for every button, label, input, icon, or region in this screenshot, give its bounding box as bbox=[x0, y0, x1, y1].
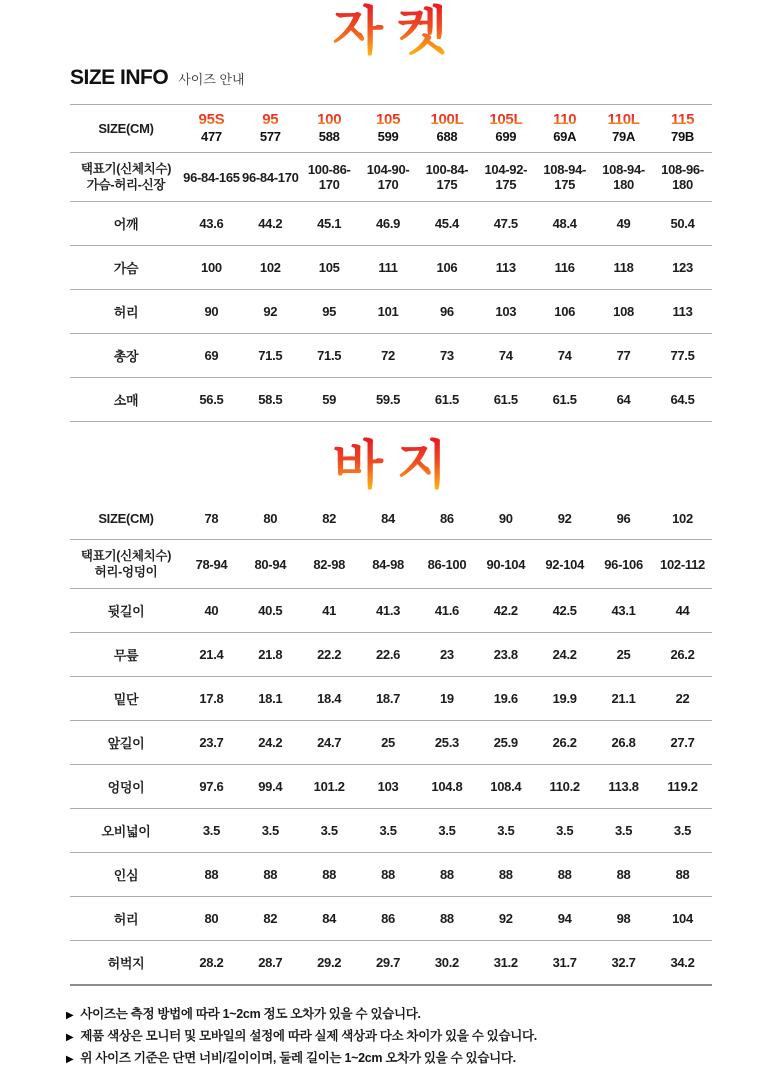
measurement-value: 47.5 bbox=[476, 202, 535, 246]
measurement-row bbox=[70, 334, 712, 378]
size-cm-label: SIZE(CM) bbox=[70, 105, 182, 153]
measurement-value: 46.9 bbox=[359, 202, 418, 246]
tag-spec-row bbox=[70, 540, 712, 589]
spec-value: 82-98 bbox=[300, 540, 359, 589]
spec-value: 92-104 bbox=[535, 540, 594, 589]
measurement-value: 88 bbox=[535, 853, 594, 897]
measurement-value: 90 bbox=[182, 290, 241, 334]
measurement-value: 72 bbox=[359, 334, 418, 378]
size-cm-label: SIZE(CM) bbox=[70, 498, 182, 540]
size-column-header bbox=[594, 105, 653, 153]
notes-list bbox=[0, 1004, 780, 1070]
note-bullet-icon: ▶ bbox=[66, 1032, 74, 1043]
spec-value: 84-98 bbox=[359, 540, 418, 589]
size-name: 110 bbox=[535, 112, 594, 129]
measurement-value: 56.5 bbox=[182, 378, 241, 422]
measurement-value: 19 bbox=[418, 677, 477, 721]
measurement-value: 43.1 bbox=[594, 589, 653, 633]
measurement-value: 111 bbox=[359, 246, 418, 290]
measurement-value: 88 bbox=[359, 853, 418, 897]
measurement-value: 99.4 bbox=[241, 765, 300, 809]
spec-value: 90-104 bbox=[476, 540, 535, 589]
jacket-size-table bbox=[70, 104, 712, 422]
measurement-value: 82 bbox=[241, 897, 300, 941]
spec-value: 86-100 bbox=[418, 540, 477, 589]
measurement-value: 18.7 bbox=[359, 677, 418, 721]
spec-value: 78-94 bbox=[182, 540, 241, 589]
note-item bbox=[66, 1026, 780, 1048]
measurement-value: 3.5 bbox=[476, 809, 535, 853]
size-name: 100 bbox=[300, 112, 359, 129]
measurement-label: 인심 bbox=[70, 853, 182, 897]
note-text: 제품 색상은 모니터 및 모바일의 설정에 따라 실제 색상과 다소 차이가 있을 수 있습니다. bbox=[80, 1029, 537, 1043]
size-name: 95S bbox=[182, 112, 241, 129]
size-code: 477 bbox=[201, 128, 222, 144]
measurement-value: 3.5 bbox=[653, 809, 712, 853]
note-text: 사이즈는 측정 방법에 따라 1~2cm 정도 오차가 있을 수 있습니다. bbox=[80, 1007, 421, 1021]
pants-size-table bbox=[70, 498, 712, 986]
measurement-value: 23.7 bbox=[182, 721, 241, 765]
measurement-value: 18.4 bbox=[300, 677, 359, 721]
size-column-header bbox=[300, 105, 359, 153]
size-code: 69A bbox=[553, 128, 577, 144]
measurement-value: 86 bbox=[359, 897, 418, 941]
size-code: 79B bbox=[671, 128, 694, 144]
measurement-value: 88 bbox=[241, 853, 300, 897]
measurement-value: 40 bbox=[182, 589, 241, 633]
measurement-value: 102 bbox=[241, 246, 300, 290]
measurement-value: 113 bbox=[653, 290, 712, 334]
size-name: 95 bbox=[241, 112, 300, 129]
measurement-label: 어깨 bbox=[70, 202, 182, 246]
measurement-row bbox=[70, 721, 712, 765]
spec-label-line1: 택표기(신체치수) bbox=[80, 161, 172, 176]
pants-title: 바지 bbox=[0, 436, 780, 496]
measurement-value: 3.5 bbox=[241, 809, 300, 853]
size-name: 105L bbox=[476, 112, 535, 129]
measurement-value: 80 bbox=[182, 897, 241, 941]
measurement-value: 105 bbox=[300, 246, 359, 290]
measurement-value: 41 bbox=[300, 589, 359, 633]
measurement-value: 88 bbox=[418, 897, 477, 941]
spec-value: 96-84-170 bbox=[241, 153, 300, 202]
measurement-value: 25.3 bbox=[418, 721, 477, 765]
measurement-value: 23.8 bbox=[476, 633, 535, 677]
measurement-value: 29.7 bbox=[359, 941, 418, 986]
measurement-row bbox=[70, 378, 712, 422]
spec-value: 102-112 bbox=[653, 540, 712, 589]
size-column-header bbox=[418, 105, 477, 153]
measurement-value: 19.9 bbox=[535, 677, 594, 721]
measurement-value: 69 bbox=[182, 334, 241, 378]
measurement-label: 총장 bbox=[70, 334, 182, 378]
size-column-header bbox=[182, 105, 241, 153]
size-code: 588 bbox=[318, 128, 340, 144]
measurement-value: 21.8 bbox=[241, 633, 300, 677]
measurement-value: 41.3 bbox=[359, 589, 418, 633]
size-column-header: 92 bbox=[535, 498, 594, 540]
measurement-label: 엉덩이 bbox=[70, 765, 182, 809]
measurement-value: 32.7 bbox=[594, 941, 653, 986]
measurement-value: 26.2 bbox=[653, 633, 712, 677]
size-info-label: SIZE INFO bbox=[70, 66, 169, 89]
measurement-value: 25.9 bbox=[476, 721, 535, 765]
size-column-header bbox=[241, 105, 300, 153]
spec-value: 96-106 bbox=[594, 540, 653, 589]
measurement-row bbox=[70, 246, 712, 290]
measurement-value: 22.2 bbox=[300, 633, 359, 677]
measurement-value: 24.7 bbox=[300, 721, 359, 765]
measurement-value: 26.8 bbox=[594, 721, 653, 765]
spec-value: 104-92-175 bbox=[476, 153, 535, 202]
size-name: 110L bbox=[594, 112, 653, 129]
measurement-label: 무릎 bbox=[70, 633, 182, 677]
measurement-label: 가슴 bbox=[70, 246, 182, 290]
measurement-value: 34.2 bbox=[653, 941, 712, 986]
measurement-value: 71.5 bbox=[300, 334, 359, 378]
measurement-value: 3.5 bbox=[535, 809, 594, 853]
measurement-value: 88 bbox=[476, 853, 535, 897]
spec-value: 108-96-180 bbox=[653, 153, 712, 202]
size-name: 115 bbox=[653, 112, 712, 129]
measurement-value: 3.5 bbox=[182, 809, 241, 853]
size-code: 688 bbox=[436, 128, 458, 144]
measurement-label: 소매 bbox=[70, 378, 182, 422]
measurement-row bbox=[70, 290, 712, 334]
measurement-value: 106 bbox=[535, 290, 594, 334]
measurement-value: 64 bbox=[594, 378, 653, 422]
measurement-value: 74 bbox=[476, 334, 535, 378]
spec-value: 80-94 bbox=[241, 540, 300, 589]
size-column-header: 96 bbox=[594, 498, 653, 540]
spec-value: 108-94-175 bbox=[535, 153, 594, 202]
measurement-value: 103 bbox=[359, 765, 418, 809]
spec-row-label bbox=[70, 540, 182, 589]
size-column-header: 102 bbox=[653, 498, 712, 540]
measurement-value: 88 bbox=[594, 853, 653, 897]
spec-value: 100-86-170 bbox=[300, 153, 359, 202]
measurement-value: 40.5 bbox=[241, 589, 300, 633]
measurement-value: 104 bbox=[653, 897, 712, 941]
measurement-value: 44.2 bbox=[241, 202, 300, 246]
measurement-value: 108 bbox=[594, 290, 653, 334]
measurement-value: 49 bbox=[594, 202, 653, 246]
measurement-value: 61.5 bbox=[535, 378, 594, 422]
size-header-row bbox=[70, 498, 712, 540]
measurement-value: 24.2 bbox=[241, 721, 300, 765]
measurement-value: 101 bbox=[359, 290, 418, 334]
size-column-header: 82 bbox=[300, 498, 359, 540]
note-item bbox=[66, 1048, 780, 1070]
measurement-value: 18.1 bbox=[241, 677, 300, 721]
spec-label-line2: 허리-엉덩이 bbox=[94, 565, 158, 579]
measurement-value: 100 bbox=[182, 246, 241, 290]
measurement-value: 92 bbox=[241, 290, 300, 334]
measurement-value: 103 bbox=[476, 290, 535, 334]
measurement-value: 28.2 bbox=[182, 941, 241, 986]
measurement-value: 73 bbox=[418, 334, 477, 378]
measurement-label: 허리 bbox=[70, 290, 182, 334]
size-name: 105 bbox=[359, 112, 418, 129]
measurement-value: 3.5 bbox=[359, 809, 418, 853]
measurement-value: 74 bbox=[535, 334, 594, 378]
note-item bbox=[66, 1004, 780, 1026]
measurement-value: 17.8 bbox=[182, 677, 241, 721]
measurement-value: 118 bbox=[594, 246, 653, 290]
measurement-value: 22 bbox=[653, 677, 712, 721]
measurement-value: 98 bbox=[594, 897, 653, 941]
measurement-value: 50.4 bbox=[653, 202, 712, 246]
size-info-heading bbox=[70, 66, 780, 96]
measurement-value: 23 bbox=[418, 633, 477, 677]
measurement-value: 22.6 bbox=[359, 633, 418, 677]
measurement-value: 88 bbox=[300, 853, 359, 897]
size-code: 599 bbox=[377, 128, 399, 144]
measurement-row bbox=[70, 853, 712, 897]
measurement-label: 뒷길이 bbox=[70, 589, 182, 633]
measurement-value: 48.4 bbox=[535, 202, 594, 246]
measurement-value: 61.5 bbox=[418, 378, 477, 422]
measurement-value: 64.5 bbox=[653, 378, 712, 422]
measurement-row bbox=[70, 677, 712, 721]
spec-value: 100-84-175 bbox=[418, 153, 477, 202]
measurement-value: 101.2 bbox=[300, 765, 359, 809]
measurement-value: 88 bbox=[182, 853, 241, 897]
measurement-value: 108.4 bbox=[476, 765, 535, 809]
measurement-value: 25 bbox=[359, 721, 418, 765]
measurement-value: 116 bbox=[535, 246, 594, 290]
measurement-value: 24.2 bbox=[535, 633, 594, 677]
measurement-value: 61.5 bbox=[476, 378, 535, 422]
measurement-value: 59 bbox=[300, 378, 359, 422]
measurement-value: 42.5 bbox=[535, 589, 594, 633]
measurement-value: 113 bbox=[476, 246, 535, 290]
measurement-value: 84 bbox=[300, 897, 359, 941]
size-info-sublabel: 사이즈 안내 bbox=[178, 72, 245, 87]
size-header-row bbox=[70, 105, 712, 153]
measurement-row bbox=[70, 941, 712, 986]
measurement-row bbox=[70, 897, 712, 941]
measurement-row bbox=[70, 633, 712, 677]
spec-row-label bbox=[70, 153, 182, 202]
measurement-value: 41.6 bbox=[418, 589, 477, 633]
note-text: 위 사이즈 기준은 단면 너비/길이이며, 둘레 길이는 1~2cm 오차가 있을 수 있습니다. bbox=[80, 1051, 516, 1065]
measurement-value: 88 bbox=[418, 853, 477, 897]
measurement-value: 27.7 bbox=[653, 721, 712, 765]
measurement-value: 77 bbox=[594, 334, 653, 378]
measurement-value: 94 bbox=[535, 897, 594, 941]
size-code: 577 bbox=[259, 128, 281, 144]
measurement-label: 앞길이 bbox=[70, 721, 182, 765]
measurement-value: 3.5 bbox=[300, 809, 359, 853]
measurement-value: 30.2 bbox=[418, 941, 477, 986]
measurement-row bbox=[70, 809, 712, 853]
measurement-value: 45.1 bbox=[300, 202, 359, 246]
measurement-row bbox=[70, 589, 712, 633]
measurement-value: 31.7 bbox=[535, 941, 594, 986]
jacket-title: 자켓 bbox=[0, 0, 780, 62]
size-name: 100L bbox=[418, 112, 477, 129]
measurement-value: 26.2 bbox=[535, 721, 594, 765]
spec-value: 108-94-180 bbox=[594, 153, 653, 202]
measurement-label: 오비넓이 bbox=[70, 809, 182, 853]
measurement-value: 25 bbox=[594, 633, 653, 677]
spec-value: 104-90-170 bbox=[359, 153, 418, 202]
size-column-header: 84 bbox=[359, 498, 418, 540]
measurement-value: 71.5 bbox=[241, 334, 300, 378]
measurement-value: 29.2 bbox=[300, 941, 359, 986]
measurement-value: 31.2 bbox=[476, 941, 535, 986]
spec-value: 96-84-165 bbox=[182, 153, 241, 202]
measurement-row bbox=[70, 202, 712, 246]
measurement-value: 21.1 bbox=[594, 677, 653, 721]
size-code: 699 bbox=[495, 128, 517, 144]
note-bullet-icon: ▶ bbox=[66, 1010, 74, 1021]
measurement-value: 77.5 bbox=[653, 334, 712, 378]
measurement-value: 123 bbox=[653, 246, 712, 290]
measurement-value: 95 bbox=[300, 290, 359, 334]
measurement-value: 21.4 bbox=[182, 633, 241, 677]
measurement-value: 96 bbox=[418, 290, 477, 334]
measurement-value: 92 bbox=[476, 897, 535, 941]
size-column-header bbox=[359, 105, 418, 153]
measurement-value: 44 bbox=[653, 589, 712, 633]
measurement-value: 104.8 bbox=[418, 765, 477, 809]
spec-label-line1: 택표기(신체치수) bbox=[80, 548, 172, 563]
measurement-value: 28.7 bbox=[241, 941, 300, 986]
measurement-value: 113.8 bbox=[594, 765, 653, 809]
measurement-label: 허리 bbox=[70, 897, 182, 941]
size-column-header: 86 bbox=[418, 498, 477, 540]
measurement-value: 3.5 bbox=[418, 809, 477, 853]
measurement-value: 59.5 bbox=[359, 378, 418, 422]
measurement-value: 43.6 bbox=[182, 202, 241, 246]
note-bullet-icon: ▶ bbox=[66, 1054, 74, 1065]
measurement-value: 58.5 bbox=[241, 378, 300, 422]
spec-label-line2: 가슴-허리-신장 bbox=[86, 178, 166, 192]
measurement-value: 119.2 bbox=[653, 765, 712, 809]
measurement-value: 42.2 bbox=[476, 589, 535, 633]
measurement-label: 밑단 bbox=[70, 677, 182, 721]
size-column-header bbox=[653, 105, 712, 153]
size-column-header bbox=[476, 105, 535, 153]
size-column-header bbox=[535, 105, 594, 153]
size-column-header: 90 bbox=[476, 498, 535, 540]
size-code: 79A bbox=[612, 128, 636, 144]
measurement-value: 88 bbox=[653, 853, 712, 897]
measurement-value: 3.5 bbox=[594, 809, 653, 853]
measurement-row bbox=[70, 765, 712, 809]
measurement-value: 110.2 bbox=[535, 765, 594, 809]
measurement-value: 19.6 bbox=[476, 677, 535, 721]
measurement-label: 허벅지 bbox=[70, 941, 182, 986]
measurement-value: 106 bbox=[418, 246, 477, 290]
size-column-header: 78 bbox=[182, 498, 241, 540]
measurement-value: 97.6 bbox=[182, 765, 241, 809]
size-column-header: 80 bbox=[241, 498, 300, 540]
tag-spec-row bbox=[70, 153, 712, 202]
measurement-value: 45.4 bbox=[418, 202, 477, 246]
